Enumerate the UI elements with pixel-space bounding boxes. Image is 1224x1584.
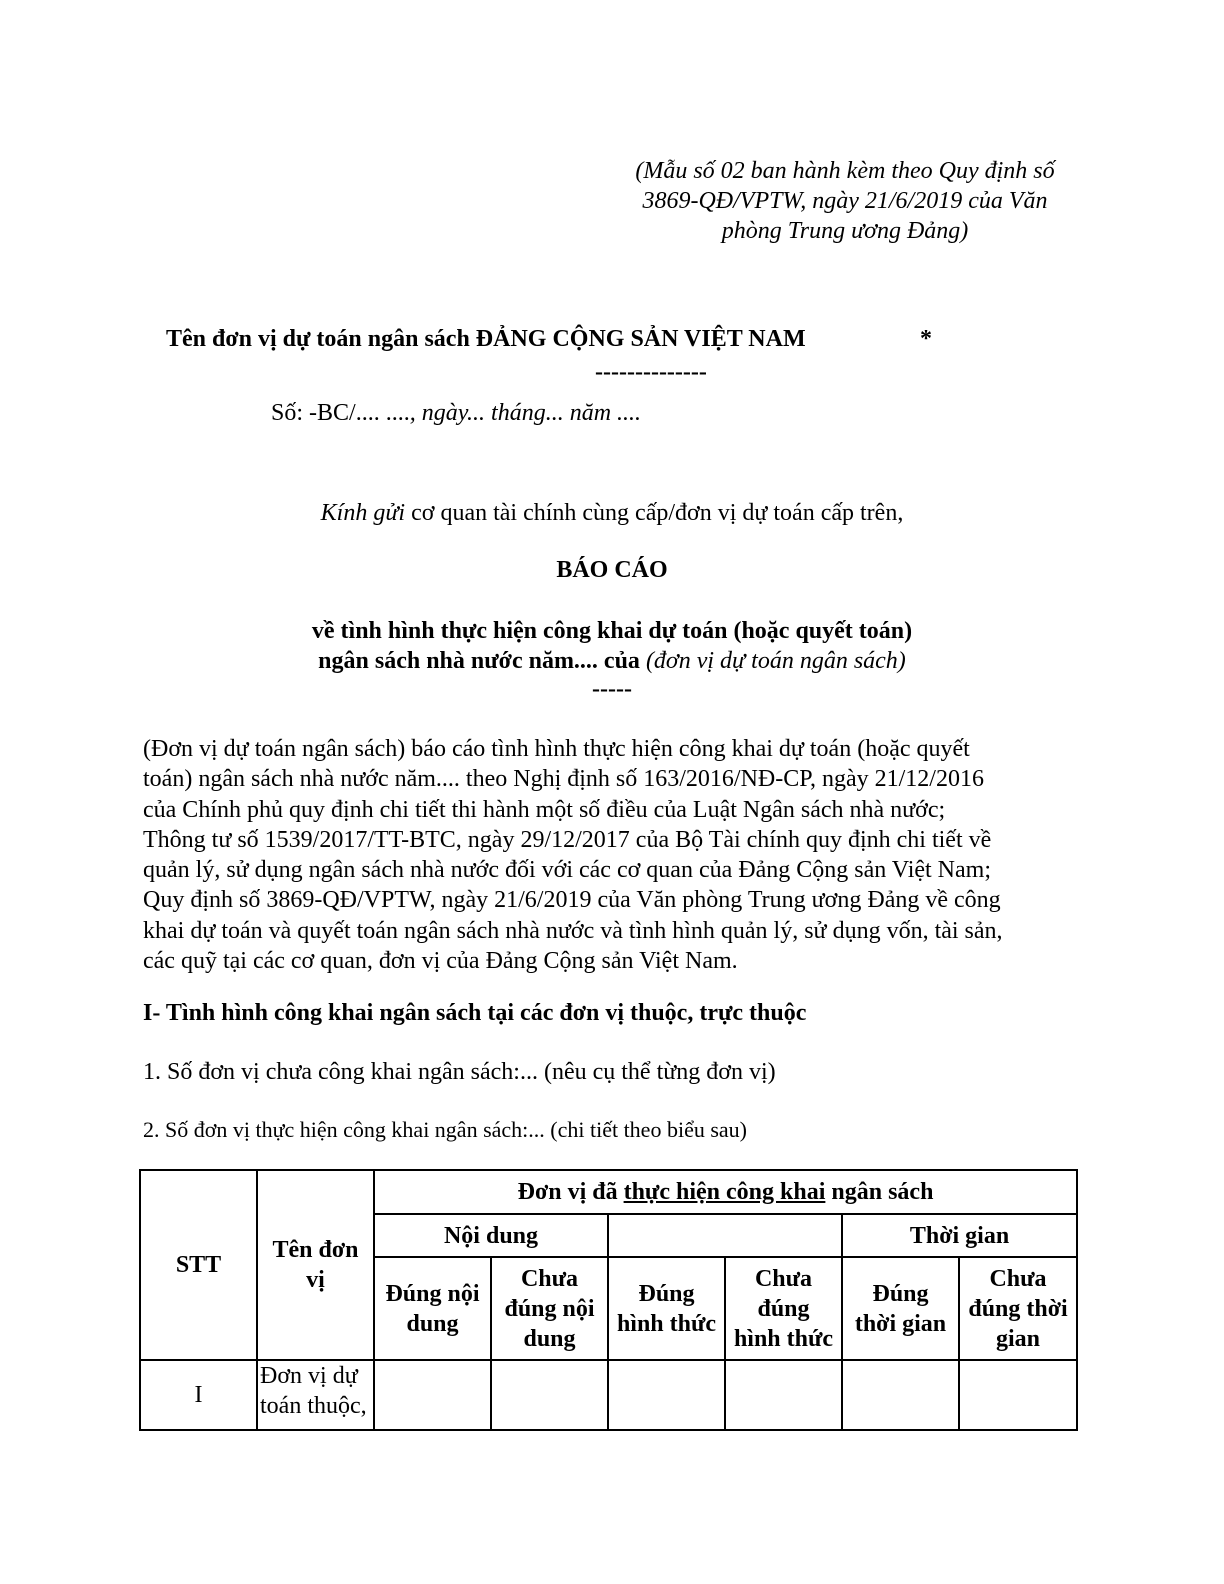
list-item: 2. Số đơn vị thực hiện công khai ngân sách:... (chi tiết theo biểu sau): [143, 1117, 747, 1142]
template-note-line: phòng Trung ương Đảng): [721, 218, 969, 244]
sub-header-line: đúng nội: [504, 1295, 595, 1322]
sub-header-line: Đúng nội: [385, 1280, 480, 1307]
report-subtitle: [0, 616, 1224, 676]
body-line: toán) ngân sách nhà nước năm.... theo Nghị định số 163/2016/NĐ-CP, ngày 21/12/2016: [143, 766, 984, 793]
document-number: [271, 400, 641, 427]
sub-header-line: hình thức: [616, 1310, 717, 1337]
body-line: Quy định số 3869-QĐ/VPTW, ngày 21/6/2019 của Văn phòng Trung ương Đảng về công: [143, 887, 1001, 914]
group-header-pre: Đơn vị đã: [517, 1179, 624, 1205]
template-note: [600, 156, 1090, 246]
unit-name-header-line: vị: [306, 1267, 325, 1293]
table-row: [140, 1360, 1077, 1430]
sub-header: [491, 1257, 608, 1360]
sub-header: [374, 1257, 491, 1360]
table-cell: [374, 1360, 491, 1430]
recipient-line: [0, 500, 1224, 527]
body-line: Thông tư số 1539/2017/TT-BTC, ngày 29/12/2017 của Bộ Tài chính quy định chi tiết về: [143, 826, 992, 853]
table-cell-name-line: toán thuộc,: [260, 1393, 367, 1419]
report-subtitle-line2: [0, 646, 1224, 676]
time-header: Thời gian: [842, 1214, 1077, 1257]
sub-header-line: hình thức: [733, 1325, 834, 1352]
report-divider: -----: [592, 676, 632, 702]
body-line: các quỹ tại các cơ quan, đơn vị của Đảng Cộng sản Việt Nam.: [143, 948, 738, 975]
table-cell-name-line: Đơn vị dự: [260, 1363, 358, 1389]
organization-name: Tên đơn vị dự toán ngân sách ĐẢNG CỘNG SẢN VIỆT NAM: [166, 326, 806, 352]
report-subtitle-line2-bold: ngân sách nhà nước năm.... của: [318, 648, 646, 674]
sub-header: [959, 1257, 1077, 1360]
recipient-text: cơ quan tài chính cùng cấp/đơn vị dự toán cấp trên,: [405, 500, 904, 526]
sub-header-line: Chưa: [989, 1265, 1047, 1292]
recipient-label: Kính gửi: [320, 500, 406, 526]
sub-header-line: dung: [523, 1325, 576, 1352]
template-note-line: 3869-QĐ/VPTW, ngày 21/6/2019 của Văn: [642, 188, 1048, 214]
stt-header: STT: [140, 1170, 257, 1360]
body-paragraph: [143, 734, 1078, 976]
section-heading: I- Tình hình công khai ngân sách tại các đơn vị thuộc, trực thuộc: [143, 1000, 807, 1026]
group-header: [374, 1170, 1077, 1214]
header-divider: --------------: [595, 359, 707, 385]
sub-header: [842, 1257, 959, 1360]
table-cell: [608, 1360, 725, 1430]
report-subtitle-line1: về tình hình thực hiện công khai dự toán (hoặc quyết toán): [311, 618, 913, 644]
group-header-post: ngân sách: [825, 1179, 934, 1205]
sub-header-line: Chưa: [520, 1265, 579, 1292]
sub-header-line: thời gian: [854, 1310, 947, 1337]
document-number-prefix: Số: -BC/.... ....: [271, 400, 410, 426]
content-header: Nội dung: [374, 1214, 608, 1257]
report-table: [139, 1169, 1078, 1431]
body-line: (Đơn vị dự toán ngân sách) báo cáo tình hình thực hiện công khai dự toán (hoặc quyết: [143, 736, 970, 762]
table-cell: [959, 1360, 1077, 1430]
list-item: 1. Số đơn vị chưa công khai ngân sách:... (nêu cụ thể từng đơn vị): [143, 1059, 776, 1085]
template-note-line: (Mẫu số 02 ban hành kèm theo Quy định số: [635, 158, 1055, 184]
form-header: [608, 1214, 842, 1257]
body-line: khai dự toán và quyết toán ngân sách nhà nước và tình hình quản lý, sử dụng vốn, tài sản,: [143, 917, 1003, 944]
group-header-underlined: thực hiện công khai: [623, 1179, 826, 1205]
body-line: của Chính phủ quy định chi tiết thi hành một số điều của Luật Ngân sách nhà nước;: [143, 796, 946, 823]
table-cell-name: [257, 1360, 374, 1430]
sub-header-line: gian: [996, 1325, 1041, 1352]
table-cell: [725, 1360, 842, 1430]
sub-header-line: đúng thời: [968, 1295, 1068, 1322]
sub-header-line: dung: [406, 1310, 459, 1337]
sub-header-line: Chưa: [754, 1265, 813, 1292]
document-date: , ngày... tháng... năm ....: [409, 400, 642, 426]
sub-header-line: Đúng: [638, 1280, 695, 1307]
organization-star: *: [920, 326, 932, 352]
unit-name-header: [257, 1170, 374, 1360]
table-cell: [842, 1360, 959, 1430]
sub-header: [725, 1257, 842, 1360]
report-title: BÁO CÁO: [556, 557, 668, 583]
body-line: quản lý, sử dụng ngân sách nhà nước đối với các cơ quan của Đảng Cộng sản Việt Nam;: [143, 857, 992, 884]
unit-name-header-line: Tên đơn: [272, 1237, 359, 1263]
table-cell-stt: I: [140, 1360, 257, 1430]
sub-header: [608, 1257, 725, 1360]
report-subtitle-line2-italic: (đơn vị dự toán ngân sách): [645, 648, 906, 674]
table-cell: [491, 1360, 608, 1430]
sub-header-line: đúng: [757, 1295, 810, 1322]
sub-header-line: Đúng: [872, 1280, 929, 1307]
